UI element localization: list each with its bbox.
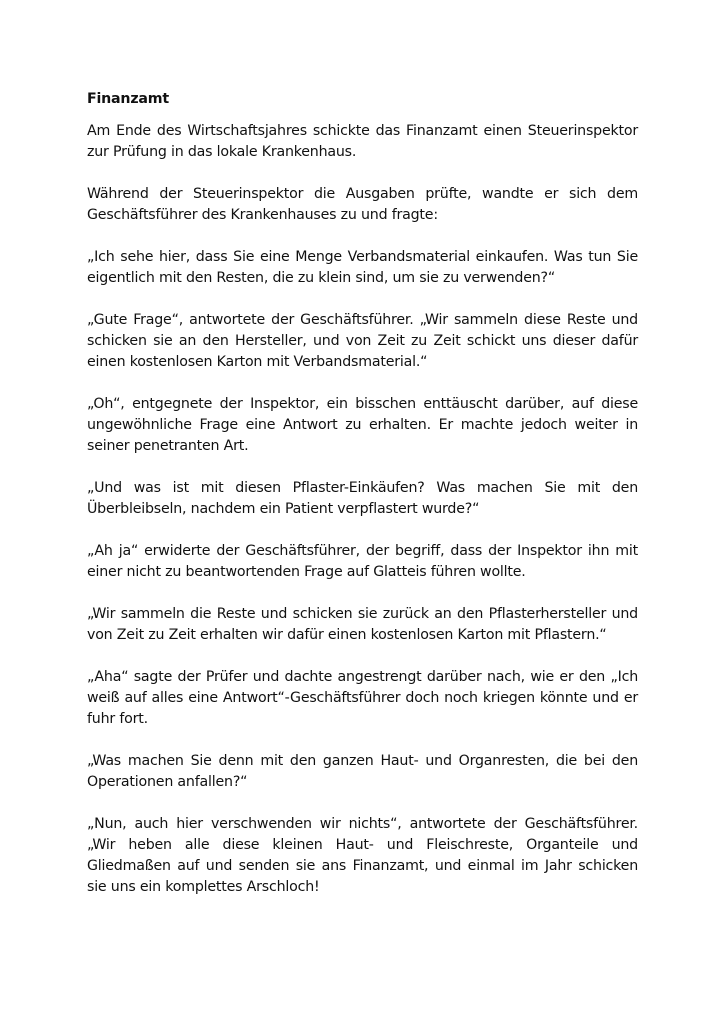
paragraph-10: „Was machen Sie denn mit den ganzen Haut- und Organresten, die bei den Operationen anfallen?“ bbox=[87, 753, 638, 790]
document-page bbox=[87, 89, 638, 919]
document-title: Finanzamt bbox=[87, 91, 169, 107]
paragraph-11: „Nun, auch hier verschwenden wir nichts“, antwortete der Geschäftsführer. „Wir heben alle diese kleinen Haut- und Fleischreste, Organteile und Gliedmaßen auf und senden sie ans Finanzamt, und einmal im Jahr schicken sie uns ein komplettes Arschloch! bbox=[87, 816, 638, 895]
paragraph-1: Am Ende des Wirtschaftsjahres schickte das Finanzamt einen Steuerinspektor zur Prüfung in das lokale Krankenhaus. bbox=[87, 123, 638, 160]
paragraph-3: „Ich sehe hier, dass Sie eine Menge Verbandsmaterial einkaufen. Was tun Sie eigentlich mit den Resten, die zu klein sind, um sie zu verwenden?“ bbox=[87, 249, 638, 286]
paragraph-4: „Gute Frage“, antwortete der Geschäftsführer. „Wir sammeln diese Reste und schicken sie an den Hersteller, und von Zeit zu Zeit schickt uns dieser dafür einen kostenlosen Karton mit Verbandsmaterial.“ bbox=[87, 312, 638, 370]
paragraph-7: „Ah ja“ erwiderte der Geschäftsführer, der begriff, dass der Inspektor ihn mit einer nicht zu beantwortenden Frage auf Glatteis führen wollte. bbox=[87, 543, 638, 580]
paragraph-6: „Und was ist mit diesen Pflaster-Einkäufen? Was machen Sie mit den Überbleibseln, nachdem ein Patient verpflastert wurde?“ bbox=[87, 480, 638, 517]
paragraph-5: „Oh“, entgegnete der Inspektor, ein bisschen enttäuscht darüber, auf diese ungewöhnliche Frage eine Antwort zu erhalten. Er machte jedoch weiter in seiner penetranten Art. bbox=[87, 396, 638, 454]
paragraph-2: Während der Steuerinspektor die Ausgaben prüfte, wandte er sich dem Geschäftsführer des Krankenhauses zu und fragte: bbox=[87, 186, 638, 223]
paragraph-8: „Wir sammeln die Reste und schicken sie zurück an den Pflasterhersteller und von Zeit zu Zeit erhalten wir dafür einen kostenlosen Karton mit Pflastern.“ bbox=[87, 606, 638, 643]
paragraph-9: „Aha“ sagte der Prüfer und dachte angestrengt darüber nach, wie er den „Ich weiß auf alles eine Antwort“-Geschäftsführer doch noch kriegen könnte und er fuhr fort. bbox=[87, 669, 638, 727]
